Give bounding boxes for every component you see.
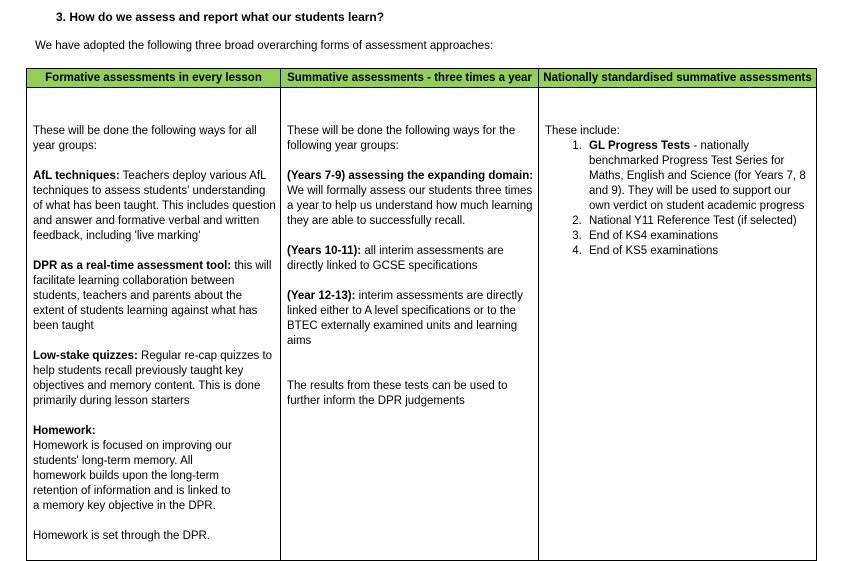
gl-progress-title: GL Progress Tests [589, 140, 691, 152]
gl-progress-text: - nationally benchmarked Progress Test Series for Maths, English and Science (for Years 7, 8 and 9). They will be used to support our own verdict on student academic progress [589, 140, 806, 212]
list-item [585, 139, 812, 214]
dpr-title: DPR as a real-time assessment tool: [33, 260, 232, 272]
summative-outro: The results from these tests can be used to further inform the DPR judgements [287, 380, 508, 407]
afl-text: Teachers deploy various AfL techniques to assess students' understanding of what has been taught. This includes question and answer and formative verbal and written feedback, including 'live marking' [33, 170, 276, 242]
header-formative: Formative assessments in every lesson [27, 69, 281, 88]
table-body-row [27, 88, 817, 561]
years-10-11-paragraph [287, 244, 534, 274]
section-heading: 3. How do we assess and report what our students learn? [56, 10, 385, 24]
homework-note: Homework is set through the DPR. [33, 530, 211, 542]
dpr-paragraph [33, 259, 276, 334]
homework-title: Homework: [33, 425, 96, 437]
quiz-paragraph [33, 349, 276, 409]
list-item: 4. End of KS5 examinations [585, 244, 812, 259]
formative-intro: These will be done the following ways for all year groups: [33, 125, 257, 152]
formative-cell [27, 88, 281, 561]
intro-text: We have adopted the following three broad overarching forms of assessment approaches: [35, 40, 494, 52]
summative-intro: These will be done the following ways for the following year groups: [287, 125, 516, 152]
national-list [545, 139, 812, 259]
quiz-title: Low-stake quizzes: [33, 350, 138, 362]
years-7-9-text: We will formally assess our students three times a year to help us understand how much learning they are able to successfully recall. [287, 185, 533, 227]
summative-cell [281, 88, 539, 561]
list-item: 3. End of KS4 examinations [585, 229, 812, 244]
years-10-11-text: all interim assessments are directly linked to GCSE specifications [287, 245, 504, 272]
afl-title: AfL techniques: [33, 170, 120, 182]
list-item: 2. National Y11 Reference Test (if selected) [585, 214, 812, 229]
years-10-11-title: (Years 10-11): [287, 245, 362, 257]
afl-paragraph [33, 169, 276, 244]
years-12-13-paragraph [287, 289, 534, 349]
years-7-9-paragraph [287, 169, 534, 229]
table-header-row [27, 69, 817, 88]
homework-text: Homework is focused on improving our students' long-term memory. All homework builds upon the long-term retention of information and is linked to a memory key objective in the DPR. [33, 440, 232, 512]
header-national: Nationally standardised summative assessments [539, 69, 817, 88]
national-intro: These include: [545, 125, 620, 137]
header-summative: Summative assessments - three times a year [281, 69, 539, 88]
quiz-text: Regular re-cap quizzes to help students recall previously taught key objectives and memory content. This is done primarily during lesson starters [33, 350, 273, 407]
years-12-13-title: (Year 12-13): [287, 290, 356, 302]
years-7-9-title: (Years 7-9) assessing the expanding domain: [287, 170, 534, 182]
national-cell [539, 88, 817, 561]
assessment-table [26, 68, 817, 561]
years-12-13-text: interim assessments are directly linked either to A level specifications or to the BTEC externally examined units and learning aims [287, 290, 523, 347]
dpr-text: this will facilitate learning collaboration between students, teachers and parents about the extent of students learning against what has been taught [33, 260, 272, 332]
